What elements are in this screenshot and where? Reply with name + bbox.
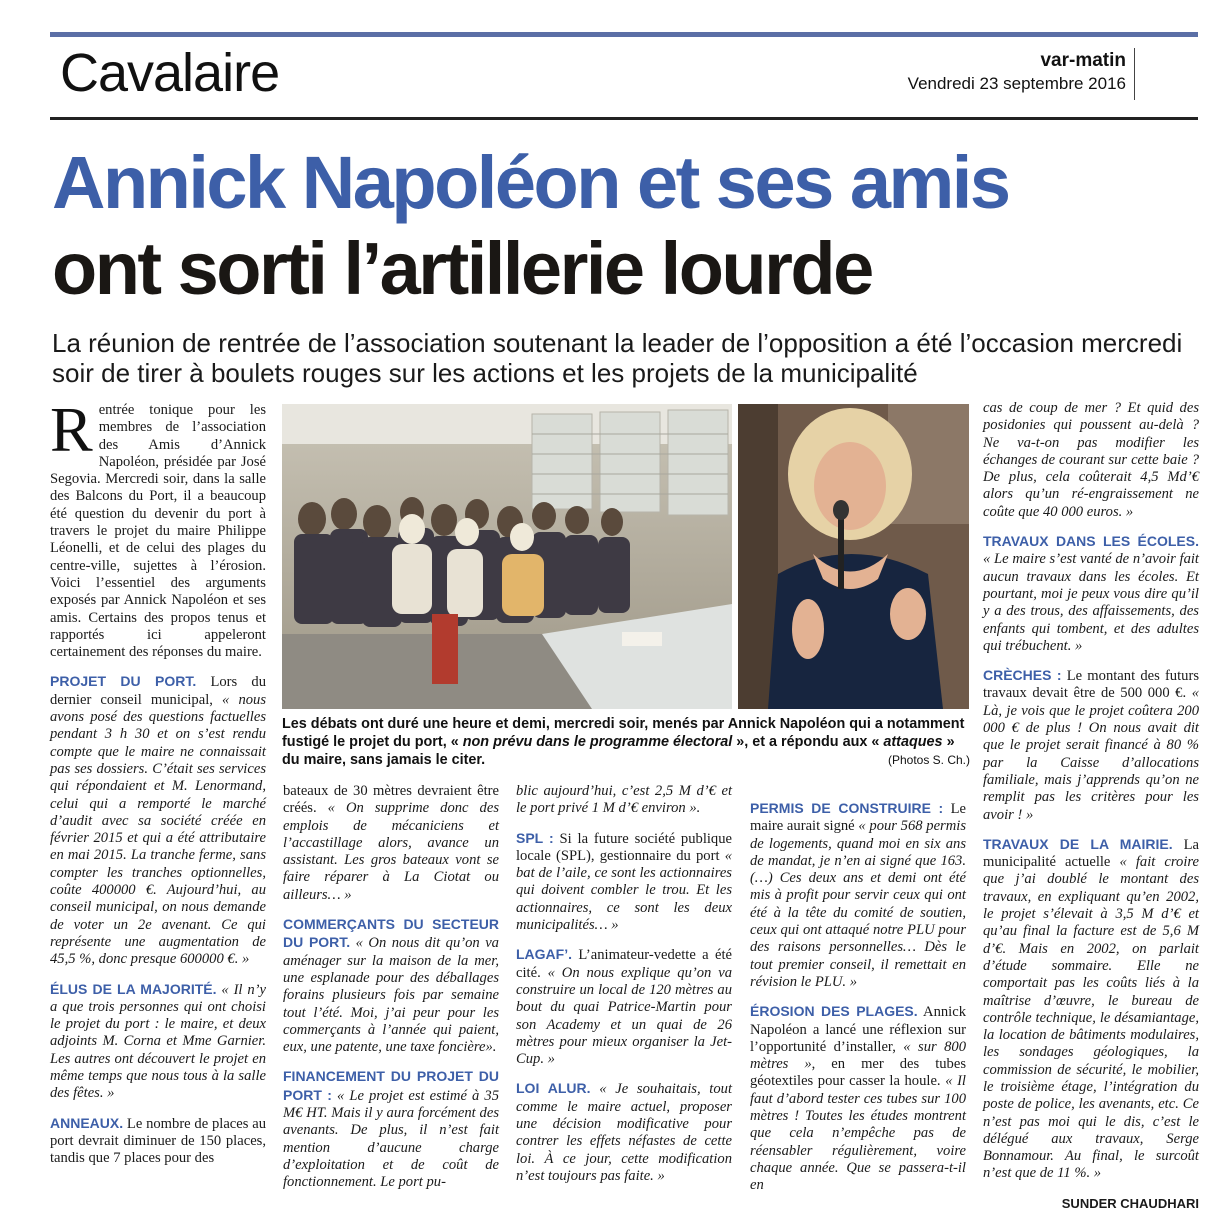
creches-paragraph: CRÈCHES : Le montant des futurs travaux devait être de 500 000 €. « Là, je vois que le projet coûtera 200 000 € de plus ! On nous avait dit que le projet serait financé à 80 % par la Caisse d’allocations familiale, mais j’apprends qu’on ne remplit pas les critères pour les avoir ! » — [983, 667, 1199, 823]
erosion-continued: cas de coup de mer ? Et quid des posidonies qui poussent au-delà ? Ne va-t-on pas modifier les échanges de courant sur cette baie ? De plus, cela coûterait 4,5 Md’€ alors qu’un ré-engraissement ne coûte que 40 000 euros. » — [983, 400, 1199, 520]
audience-photo — [282, 404, 732, 709]
lagaf-paragraph: LAGAF’. L’animateur-vedette a été cité. « On nous explique qu’on va construire un local de 120 mètres au bout du quai Patrice-Martin pour son Academy et un quai de 26 mètres pour mieux organiser la Jet-Cup. » — [516, 946, 732, 1068]
issue-date: Vendredi 23 septembre 2016 — [907, 74, 1126, 93]
kicker-financement: FINANCEMENT DU PROJET DU PORT : — [283, 1068, 499, 1103]
column-2 — [283, 783, 499, 1193]
audience-photo-image — [282, 404, 732, 709]
newspaper-brand: var-matin — [1040, 50, 1126, 71]
kicker-mairie: TRAVAUX DE LA MAIRIE. — [983, 835, 1173, 852]
author-signature: SUNDER CHAUDHARI — [1061, 1195, 1199, 1211]
spl-paragraph: SPL : Si la future société publique locale (SPL), gestionnaire du port « bat de l’aile, ce sont les actionnaires qui doivent combler le trou. Et les actionnaires, ce sont les deux municipalités… » — [516, 829, 732, 934]
elus-paragraph: ÉLUS DE LA MAJORITÉ. « Il n’y a que trois personnes qui ont choisi le projet du port : le maire, et deux adjoints M. Corna et Mme Garnier. Les autres ont découvert le projet en même temps que nous tous à la salle des fêtes. » — [50, 980, 266, 1102]
alur-paragraph: LOI ALUR. « Je souhaitais, tout comme le maire actuel, proposer une décision modificative pour contrer les effets néfastes de cette loi. À ce jour, cette modification n’est toujours pas faite. » — [516, 1080, 732, 1184]
photo-caption — [282, 715, 970, 769]
kicker-permis: PERMIS DE CONSTRUIRE : — [750, 800, 944, 816]
standfirst: La réunion de rentrée de l’association soutenant la leader de l’opposition a été l’occasion mercredi soir de tirer à boulets rouges sur les actions et les projets de la municipalité — [52, 328, 1183, 388]
caption-text-3: » du maire, sans jamais le citer. — [282, 734, 955, 768]
financement-paragraph: FINANCEMENT DU PROJET DU PORT : « Le projet est estimé à 35 M€ HT. Mais il y aura forcément des avenants. De plus, il n’est fait mention d’aucune charge d’exploitation et de coût de fonctionnement. Le port pu- — [283, 1068, 499, 1191]
drop-cap: R — [50, 394, 93, 465]
commercants-paragraph: COMMERÇANTS DU SECTEUR DU PORT. « On nous dit qu’on va aménager sur la maison de la mer, une esplanade pour des déballages forains plusieurs fois par semaine tout l’été. Moi, j’ai peur pour les commerçants à l’année qui paient, eux, une patente, une taxe foncière». — [283, 916, 499, 1056]
kicker-ecoles: TRAVAUX DANS LES ÉCOLES. — [983, 533, 1199, 550]
kicker-lagaf: LAGAF’. — [516, 946, 572, 963]
column-4 — [750, 800, 966, 1193]
column-3 — [516, 783, 732, 1193]
permis-paragraph: PERMIS DE CONSTRUIRE : Le maire aurait signé « pour 568 permis de logements, quand moi en six ans de mandat, je n’en ai signé que 163. (…) Ces deux ans et demi ont été mis à profit pour servir ceux qui ont été à la tête du comité de soutien, ceux qui ont attaqué notre PLU pour des raisons personnelles… Dès le tout premier conseil, il remettait en révision le PLU. » — [750, 800, 967, 990]
financement-continued: blic aujourd’hui, c’est 2,5 M d’€ et le port privé 1 M d’€ environ ». — [516, 783, 732, 817]
anneaux-paragraph: ANNEAUX. Le nombre de places au port devrait diminuer de 150 places, tandis que 7 places pour des — [50, 1114, 266, 1167]
kicker-erosion: ÉROSION DES PLAGES. — [750, 1003, 918, 1020]
caption-quote-1: non prévu dans le programme électoral — [462, 734, 733, 750]
speaker-photo — [738, 404, 969, 709]
erosion-paragraph: ÉROSION DES PLAGES. Annick Napoléon a lancé une réflexion sur l’opportunité d’installer, « sur 800 mètres », en mer des tubes géotextiles pour casser la houle. « Il faut d’abord tester ces tubes sur 100 mètres ! Toutes les études montrent que cela n’empêche pas de réensabler régulièrement, voire chaque année. Que se passera-t-il en — [750, 1003, 966, 1194]
kicker-port: PROJET DU PORT. — [50, 673, 197, 690]
caption-text-1: Les débats ont duré une heure et demi, mercredi soir, menés par Annick Napoléon qui a notamment fustigé le projet du port, « — [282, 716, 965, 750]
header-divider — [1134, 48, 1135, 100]
kicker-elus: ÉLUS DE LA MAJORITÉ. — [50, 980, 217, 997]
kicker-spl: SPL : — [516, 829, 554, 846]
port-paragraph: PROJET DU PORT. Lors du dernier conseil municipal, « nous avons posé des questions factuelles pendant 3 h 30 et on s’est rendu compte que le maire ne connaissait pas ses dossiers. C’était ses services qui répondaient et M. Lenormand, celui qui a remporté le marché d’audit avec sa société créée en février 2015 et qui a été attributaire en mai 2015. La tranche ferme, sans compter les tranches optionnelles, coûte 400000 €. Aujourd’hui, au conseil municipal, on nous demande de voter un 2e avenant. Ce qui représente une augmentation de 45,5 %, donc presque 600000 €. » — [50, 673, 267, 968]
kicker-creches: CRÈCHES : — [983, 667, 1062, 684]
intro-paragraph: Rentrée tonique pour les membres de l’association des Amis d’Annick Napoléon, présidée par José Segovia. Mercredi soir, dans la salle des Balcons du Port, il a beaucoup été question du devenir du port à travers le projet du maire Philippe Léonelli, et de celui des plages du centre-ville, sujettes à l’érosion. Voici l’essentiel des arguments exposés par Annick Napoléon et ses amis. Certains des propos tenus et rapportés ici appeleront certainement des réponses du maire. — [50, 394, 266, 661]
kicker-alur: LOI ALUR. — [516, 1080, 591, 1097]
column-5 — [983, 400, 1200, 1211]
kicker-commercants: COMMERÇANTS DU SECTEUR DU PORT. — [283, 916, 499, 951]
top-rule — [50, 32, 1198, 37]
header-rule — [50, 117, 1198, 120]
mairie-paragraph: TRAVAUX DE LA MAIRIE. La municipalité actuelle « fait croire que j’ai doublé le montant des travaux, en expliquant qu’en 2002, le projet s’élevait à 3,5 M d’€ et qu’au final la facture est de 5,6 M d’€. Mais en 2002, on parlait d’étude sommaire. Elle ne comportait pas les coûts liés à la maîtrise d’œuvre, le bureau de contrôle technique, le désamiantage, la location de bâtiments modulaires, les sondages géologiques, la commission de sécurité, le mobilier, le troisième étage, l’intégration du poste de police, les avenants, etc. Ce n’est pas moi qui le dis, c’est le délégué aux travaux, Serge Bonnamour. Au final, le surcoût n’est que de 11 %. » — [983, 835, 1200, 1182]
caption-text-2: », et a répondu aux « — [736, 734, 880, 750]
headline-line-2: ont sorti l’artillerie lourde — [52, 227, 872, 310]
column-1 — [50, 394, 267, 1192]
caption-quote-2: attaques — [883, 734, 943, 750]
ecoles-paragraph: TRAVAUX DANS LES ÉCOLES. « Le maire s’est vanté de n’avoir fait aucun travaux dans les écoles. Et pourtant, moi je peux vous dire qu’il y a des trous, des affaissements, des enfants qui tombent, et des adultes qui trébuchent. » — [983, 533, 1199, 654]
kicker-anneaux: ANNEAUX. — [50, 1114, 124, 1131]
headline-line-1: Annick Napoléon et ses amis — [52, 141, 1009, 224]
section-title: Cavalaire — [60, 43, 280, 103]
speaker-photo-image — [738, 404, 969, 709]
photo-credit: (Photos S. Ch.) — [887, 753, 970, 767]
anneaux-continued: bateaux de 30 mètres devraient être créés. « On supprime donc des emplois de mécaniciens et l’accastillage alors, avance un assistant. Les gros bateaux vont se faire réparer à La Ciotat ou ailleurs… » — [283, 783, 499, 903]
